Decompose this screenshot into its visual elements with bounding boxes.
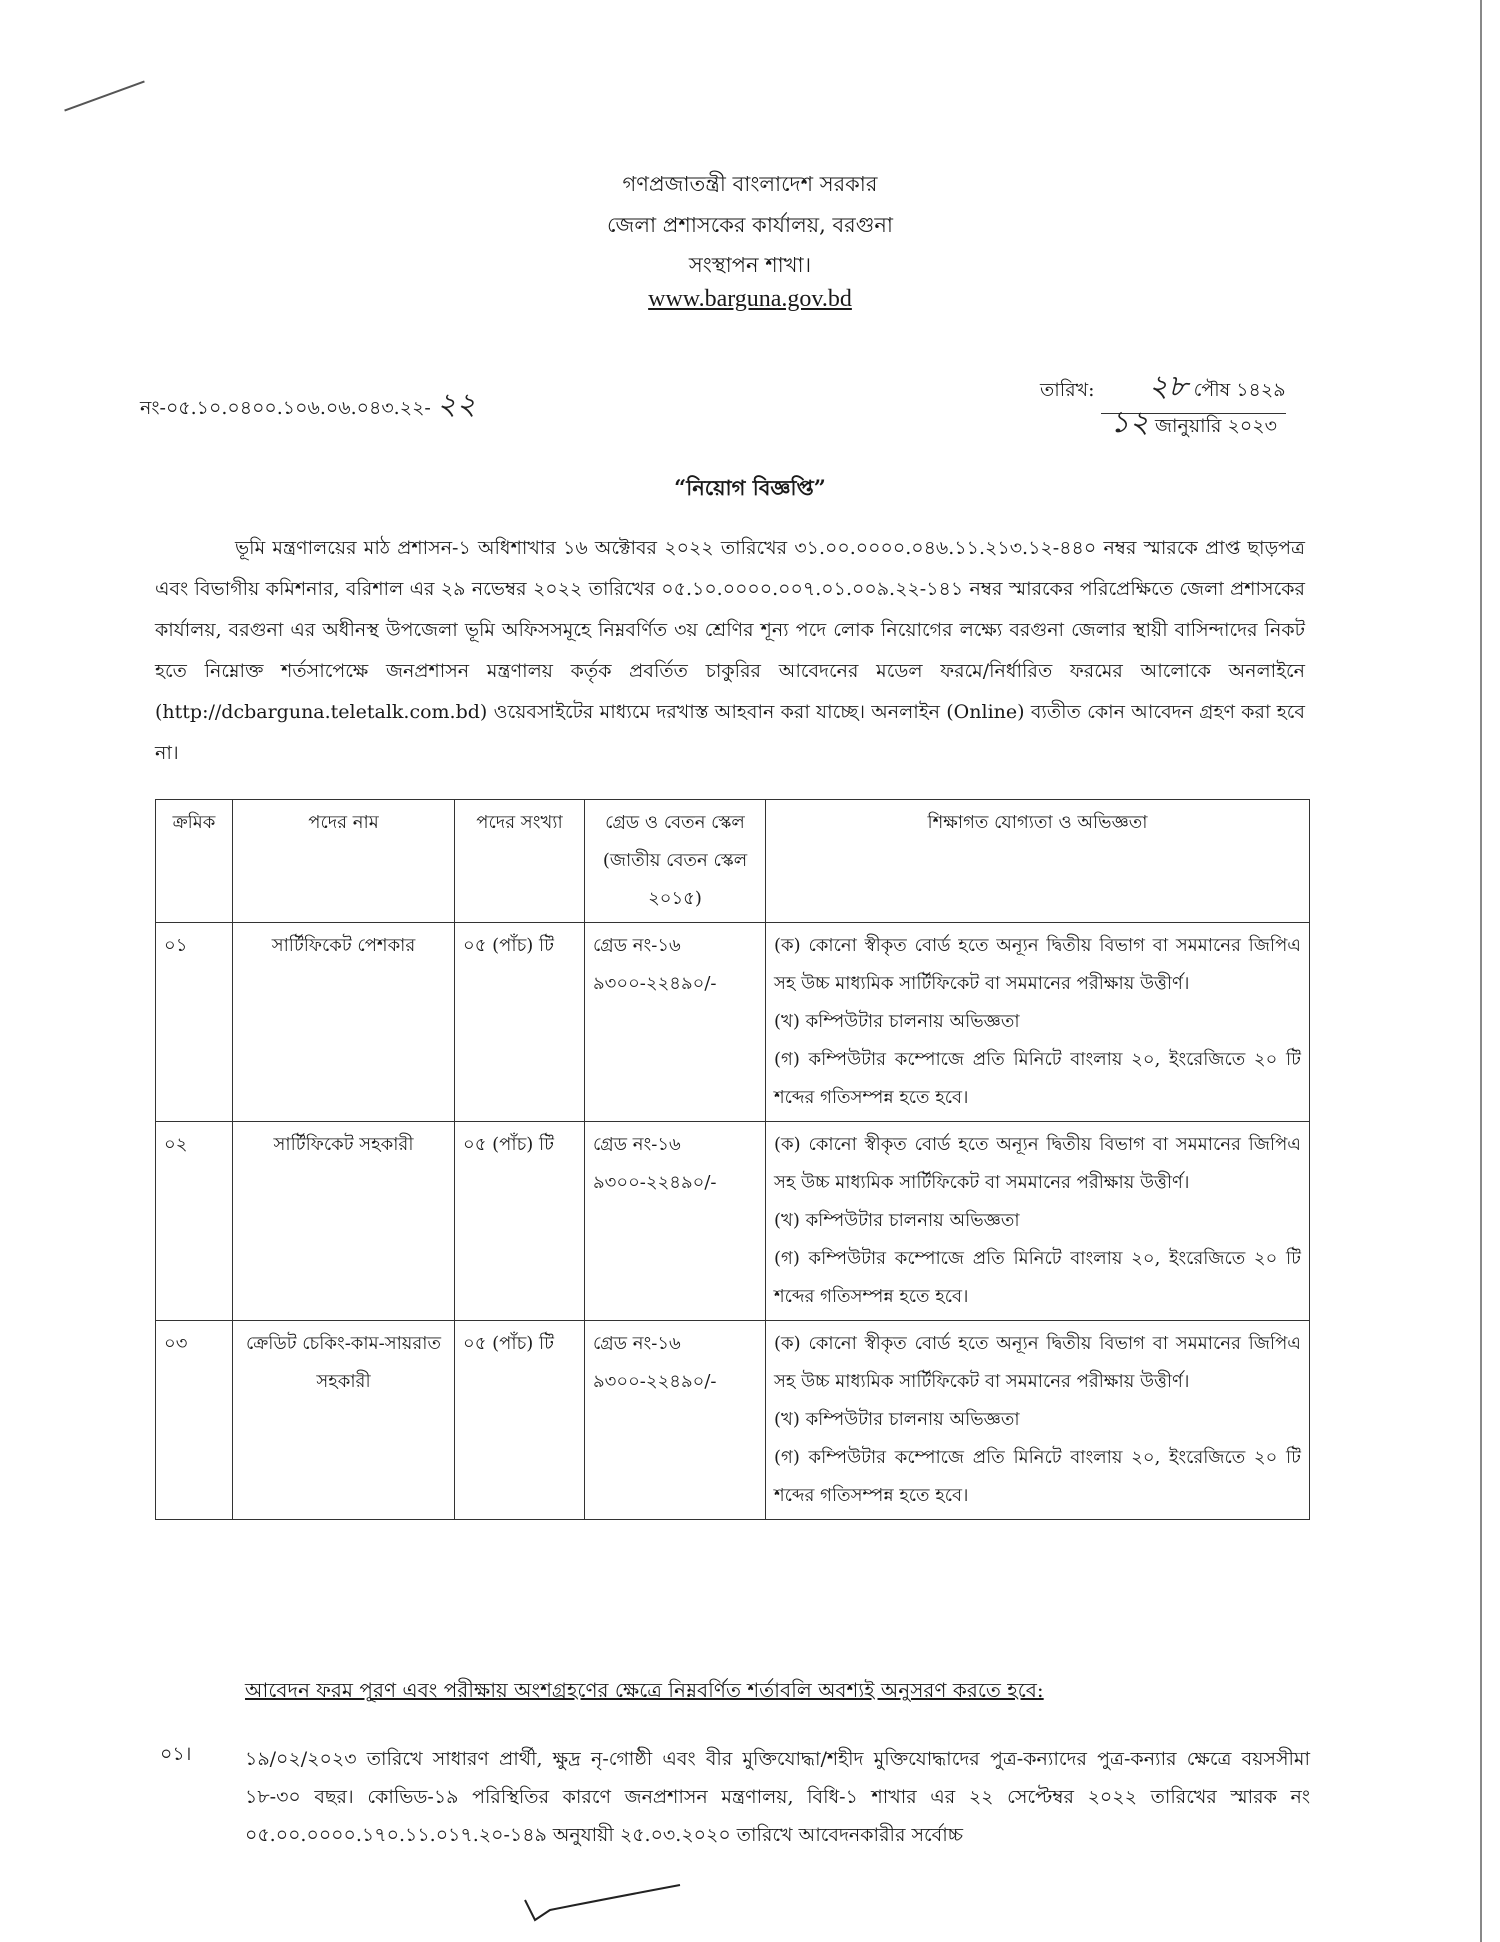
cell-grade bbox=[585, 1321, 766, 1520]
notice-title: “নিয়োগ বিজ্ঞপ্তি” bbox=[674, 475, 826, 500]
pen-mark bbox=[64, 81, 145, 112]
header-count: পদের সংখ্যা bbox=[455, 800, 585, 923]
scale-text: ৯৩০০-২২৪৯০/- bbox=[593, 973, 717, 994]
qual-c: (গ) কম্পিউটার কম্পোজে প্রতি মিনিটে বাংলায় ২০, ইংরেজিতে ২০ টি শব্দের গতিসম্পন্ন হতে হবে। bbox=[774, 1447, 1301, 1506]
cell-count: ০৫ (পাঁচ) টি bbox=[455, 923, 585, 1122]
office-name: জেলা প্রশাসকের কার্যালয়, বরগুনা bbox=[607, 213, 893, 237]
header-serial: ক্রমিক bbox=[156, 800, 233, 923]
date-bangla-rest: পৌষ ১৪২৯ bbox=[1193, 379, 1286, 401]
qual-a: (ক) কোনো স্বীকৃত বোর্ড হতে অন্যূন দ্বিতীয় বিভাগ বা সমমানের জিপিএ সহ উচ্চ মাধ্যমিক সার্টিফিকেট বা সমমানের পরীক্ষায় উত্তীর্ণ। bbox=[774, 935, 1301, 994]
date-label: তারিখ: bbox=[1040, 379, 1095, 401]
conditions-heading: আবেদন ফরম পূরণ এবং পরীক্ষায় অংশগ্রহণের ক্ষেত্রে নিম্নবর্ণিত শর্তাবলি অবশ্যই অনুসরণ করতে হবে: bbox=[245, 1678, 1044, 1702]
vacancy-table bbox=[155, 799, 1310, 1520]
qual-b: (খ) কম্পিউটার চালনায় অভিজ্ঞতা bbox=[774, 1210, 1020, 1231]
cell-qualification bbox=[766, 923, 1310, 1122]
header-qualification: শিক্ষাগত যোগ্যতা ও অভিজ্ঞতা bbox=[766, 800, 1310, 923]
qual-a: (ক) কোনো স্বীকৃত বোর্ড হতে অন্যূন দ্বিতীয় বিভাগ বা সমমানের জিপিএ সহ উচ্চ মাধ্যমিক সার্টিফিকেট বা সমমানের পরীক্ষায় উত্তীর্ণ। bbox=[774, 1333, 1301, 1392]
scale-text: ৯৩০০-২২৪৯০/- bbox=[593, 1371, 717, 1392]
date-bangla-day: ২৮ bbox=[1148, 369, 1188, 404]
qual-b: (খ) কম্পিউটার চালনায় অভিজ্ঞতা bbox=[774, 1011, 1020, 1032]
cell-count: ০৫ (পাঁচ) টি bbox=[455, 1321, 585, 1520]
signature-mark bbox=[520, 1870, 700, 1930]
intro-text: ভূমি মন্ত্রণালয়ের মাঠ প্রশাসন-১ অধিশাখার ১৬ অক্টোবর ২০২২ তারিখের ৩১.০০.০০০০.০৪৬.১১.২১৩.১২-৪৪০ নম্বর স্মারকে প্রাপ্ত ছাড়পত্র এবং বিভাগীয় কমিশনার, বরিশাল এর ২৯ নভেম্বর ২০২২ তারিখের ০৫.১০.০০০০.০০৭.০১.০০৯.২২-১৪১ নম্বর স্মারকের পরিপ্রেক্ষিতে জেলা প্রশাসকের কার্যালয়, বরগুনা এর অধীনস্থ উপজেলা ভূমি অফিসসমূহে নিম্নবর্ণিত ৩য় শ্রেণির শূন্য পদে লোক নিয়োগের লক্ষ্যে বরগুনা জেলার স্থায়ী বাসিন্দাদের নিকট হতে নিম্নোক্ত শর্তসাপেক্ষে জনপ্রশাসন মন্ত্রণালয় কর্তৃক প্রবর্তিত চাকুরির আবেদনের মডেল ফরমে/নির্ধারিত ফরমের আলোকে অনলাইনে (http://dcbarguna.teletalk.com.bd) ওয়েবসাইটের মাধ্যমে দরখাস্ত আহবান করা যাচ্ছে। অনলাইন (Online) ব্যতীত কোন আবেদন গ্রহণ করা হবে না। bbox=[155, 537, 1305, 764]
cell-qualification bbox=[766, 1122, 1310, 1321]
condition-text: ১৯/০২/২০২৩ তারিখে সাধারণ প্রার্থী, ক্ষুদ্র নৃ-গোষ্ঠী এবং বীর মুক্তিযোদ্ধা/শহীদ মুক্তিযোদ্ধাদের পুত্র-কন্যাদের পুত্র-কন্যার ক্ষেত্রে বয়সসীমা ১৮-৩০ বছর। কোভিড-১৯ পরিস্থিতির কারণে জনপ্রশাসন মন্ত্রণালয়, বিধি-১ শাখার এর ২২ সেপ্টেম্বর ২০২২ তারিখের স্মারক নং ০৫.০০.০০০০.১৭০.১১.০১৭.২০-১৪৯ অনুযায়ী ২৫.০৩.২০২০ তারিখে আবেদনকারীর সর্বোচ্চ bbox=[245, 1748, 1310, 1846]
cell-grade bbox=[585, 1122, 766, 1321]
cell-serial: ০২ bbox=[156, 1122, 233, 1321]
condition-number: ০১। bbox=[160, 1743, 192, 1765]
cell-post: সার্টিফিকেট সহকারী bbox=[233, 1122, 455, 1321]
intro-paragraph bbox=[155, 528, 1305, 774]
memo-number-handwritten: ২২ bbox=[436, 387, 476, 422]
website-link[interactable]: www.barguna.gov.bd bbox=[648, 286, 852, 312]
header-grade: গ্রেড ও বেতন স্কেল (জাতীয় বেতন স্কেল ২০১৫) bbox=[585, 800, 766, 923]
qual-b: (খ) কম্পিউটার চালনায় অভিজ্ঞতা bbox=[774, 1409, 1020, 1430]
grade-text: গ্রেড নং-১৬ bbox=[593, 1134, 681, 1155]
cell-qualification bbox=[766, 1321, 1310, 1520]
cell-post: ক্রেডিট চেকিং-কাম-সায়রাত সহকারী bbox=[233, 1321, 455, 1520]
header-post: পদের নাম bbox=[233, 800, 455, 923]
cell-count: ০৫ (পাঁচ) টি bbox=[455, 1122, 585, 1321]
section-name: সংস্থাপন শাখা। bbox=[688, 253, 812, 277]
grade-text: গ্রেড নং-১৬ bbox=[593, 935, 681, 956]
date-greg-rest: জানুয়ারি ২০২৩ bbox=[1155, 415, 1277, 437]
cell-serial: ০৩ bbox=[156, 1321, 233, 1520]
table-row bbox=[156, 923, 1310, 1122]
table-row bbox=[156, 1122, 1310, 1321]
table-row bbox=[156, 1321, 1310, 1520]
cell-grade bbox=[585, 923, 766, 1122]
date-greg-day: ১২ bbox=[1110, 405, 1149, 440]
govt-name: গণপ্রজাতন্ত্রী বাংলাদেশ সরকার bbox=[622, 172, 878, 196]
memo-date-gregorian bbox=[1110, 398, 1277, 449]
qual-c: (গ) কম্পিউটার কম্পোজে প্রতি মিনিটে বাংলায় ২০, ইংরেজিতে ২০ টি শব্দের গতিসম্পন্ন হতে হবে। bbox=[774, 1049, 1301, 1108]
cell-serial: ০১ bbox=[156, 923, 233, 1122]
grade-text: গ্রেড নং-১৬ bbox=[593, 1333, 681, 1354]
memo-number-text: নং-০৫.১০.০৪০০.১০৬.০৬.০৪৩.২২- bbox=[140, 397, 431, 419]
cell-post: সার্টিফিকেট পেশকার bbox=[233, 923, 455, 1122]
qual-a: (ক) কোনো স্বীকৃত বোর্ড হতে অন্যূন দ্বিতীয় বিভাগ বা সমমানের জিপিএ সহ উচ্চ মাধ্যমিক সার্টিফিকেট বা সমমানের পরীক্ষায় উত্তীর্ণ। bbox=[774, 1134, 1301, 1193]
qual-c: (গ) কম্পিউটার কম্পোজে প্রতি মিনিটে বাংলায় ২০, ইংরেজিতে ২০ টি শব্দের গতিসম্পন্ন হতে হবে। bbox=[774, 1248, 1301, 1307]
scale-text: ৯৩০০-২২৪৯০/- bbox=[593, 1172, 717, 1193]
table-header-row bbox=[156, 800, 1310, 923]
memo-number bbox=[140, 380, 476, 431]
